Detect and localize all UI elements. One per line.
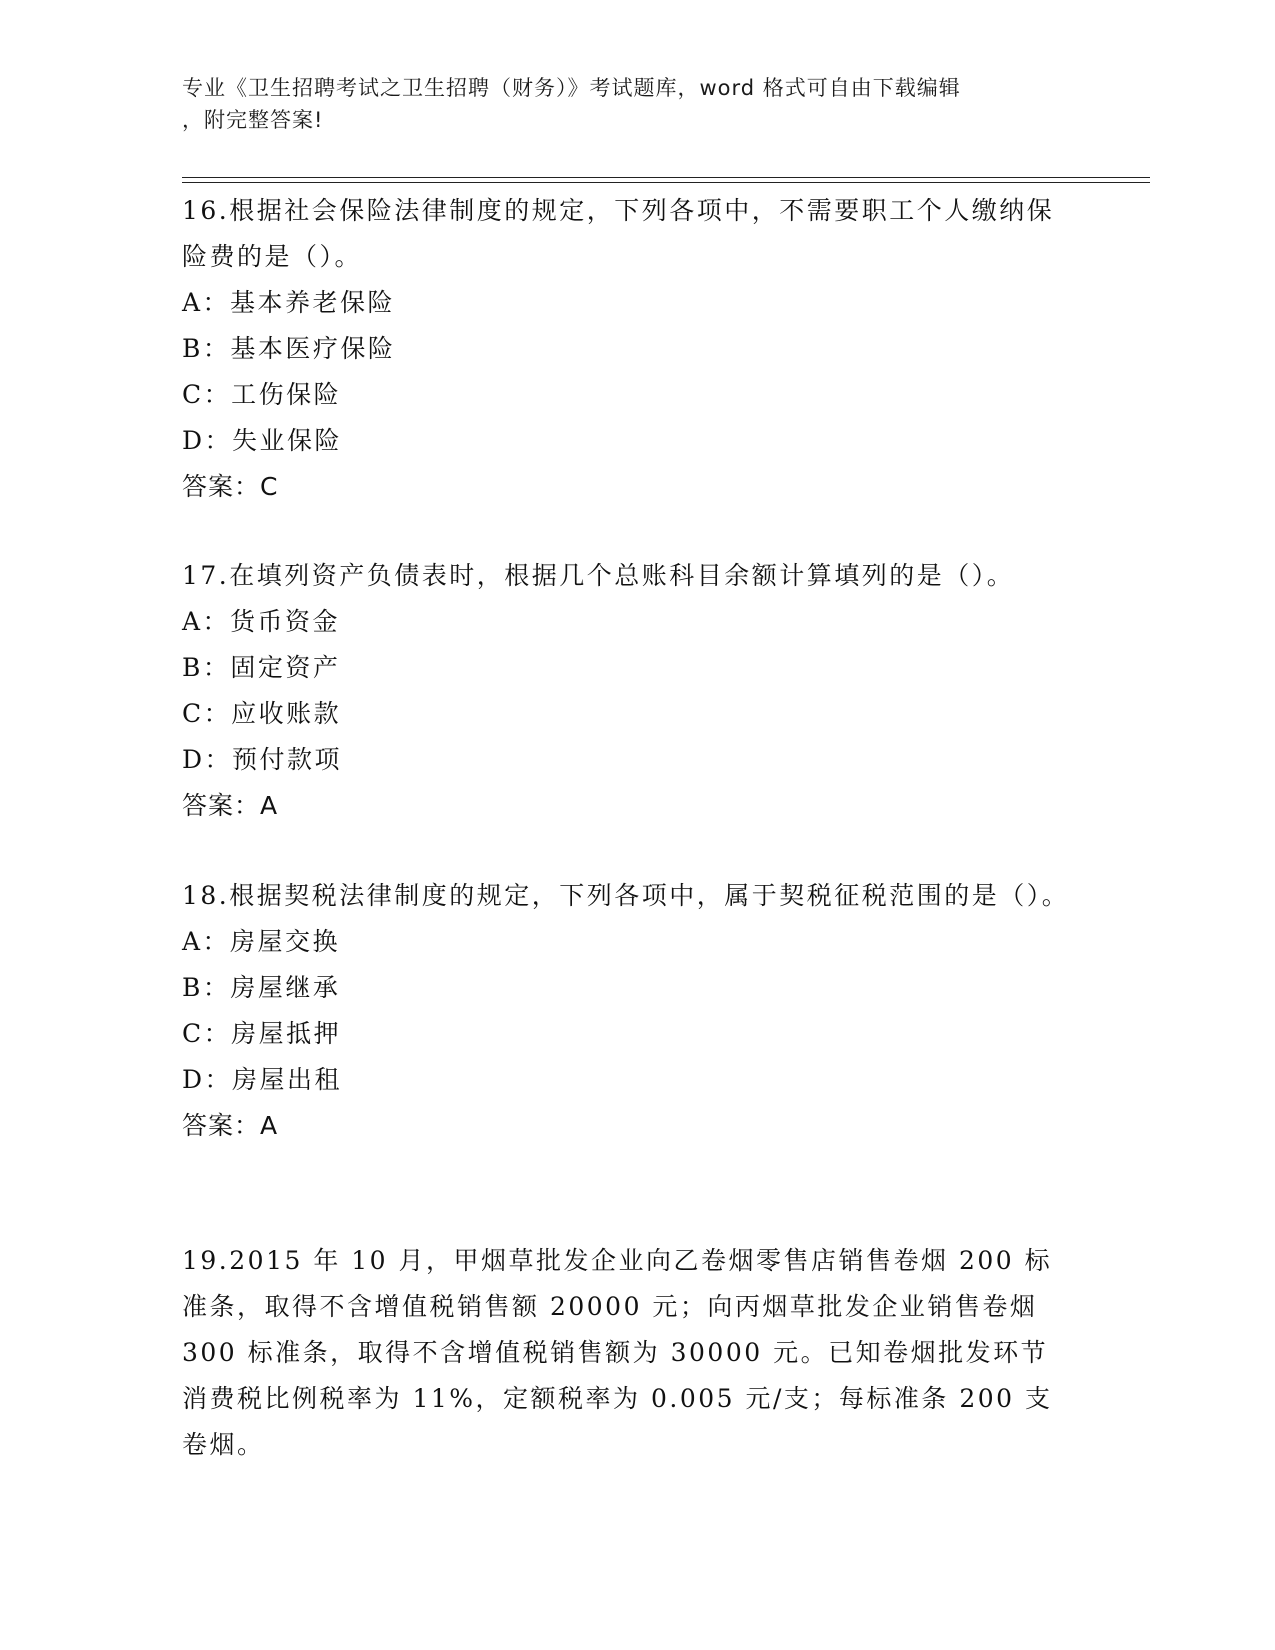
- answer: 答案：A: [182, 1111, 279, 1140]
- answer: 答案：C: [182, 472, 279, 501]
- question-stem: 19.2015 年 10 月，甲烟草批发企业向乙卷烟零售店销售卷烟 200 标准条，取得不含增值税销售额 20000 元；向丙烟草批发企业销售卷烟 300 标准条，取得不含增值税销售额为 30000 元。已知卷烟批发环节消费税比例税率为 11%，定额税率为 0.005 元/支；每标准条 200 支卷烟。: [182, 1246, 1053, 1459]
- question-stem: 18.根据契税法律制度的规定，下列各项中，属于契税征税范围的是（）。: [182, 881, 1070, 910]
- question-stem: 17.在填列资产负债表时，根据几个总账科目余额计算填列的是（）。: [182, 561, 1015, 590]
- option-b: B：房屋继承: [182, 973, 341, 1002]
- answer: 答案：A: [182, 791, 279, 820]
- header-line-1: 专业《卫生招聘考试之卫生招聘（财务）》考试题库，word 格式可自由下载编辑: [182, 76, 961, 100]
- header-line-2: ，附完整答案!: [182, 108, 324, 132]
- option-a: A：房屋交换: [182, 927, 341, 956]
- question-19: [182, 1238, 1072, 1468]
- document-header: [182, 72, 1042, 136]
- question-17: [182, 553, 1072, 829]
- question-18: [182, 873, 1072, 1149]
- option-b: B：固定资产: [182, 653, 341, 682]
- option-c: C：工伤保险: [182, 380, 342, 409]
- option-d: D：预付款项: [182, 745, 343, 774]
- header-divider-bottom: [182, 182, 1150, 183]
- option-a: A：货币资金: [182, 607, 341, 636]
- option-a: A：基本养老保险: [182, 288, 396, 317]
- question-stem: 16.根据社会保险法律制度的规定，下列各项中，不需要职工个人缴纳保险费的是（）。: [182, 196, 1055, 271]
- option-c: C：房屋抵押: [182, 1019, 342, 1048]
- question-16: [182, 188, 1072, 510]
- option-c: C：应收账款: [182, 699, 342, 728]
- header-divider-top: [182, 177, 1150, 178]
- option-b: B：基本医疗保险: [182, 334, 396, 363]
- option-d: D：失业保险: [182, 426, 343, 455]
- option-d: D：房屋出租: [182, 1065, 343, 1094]
